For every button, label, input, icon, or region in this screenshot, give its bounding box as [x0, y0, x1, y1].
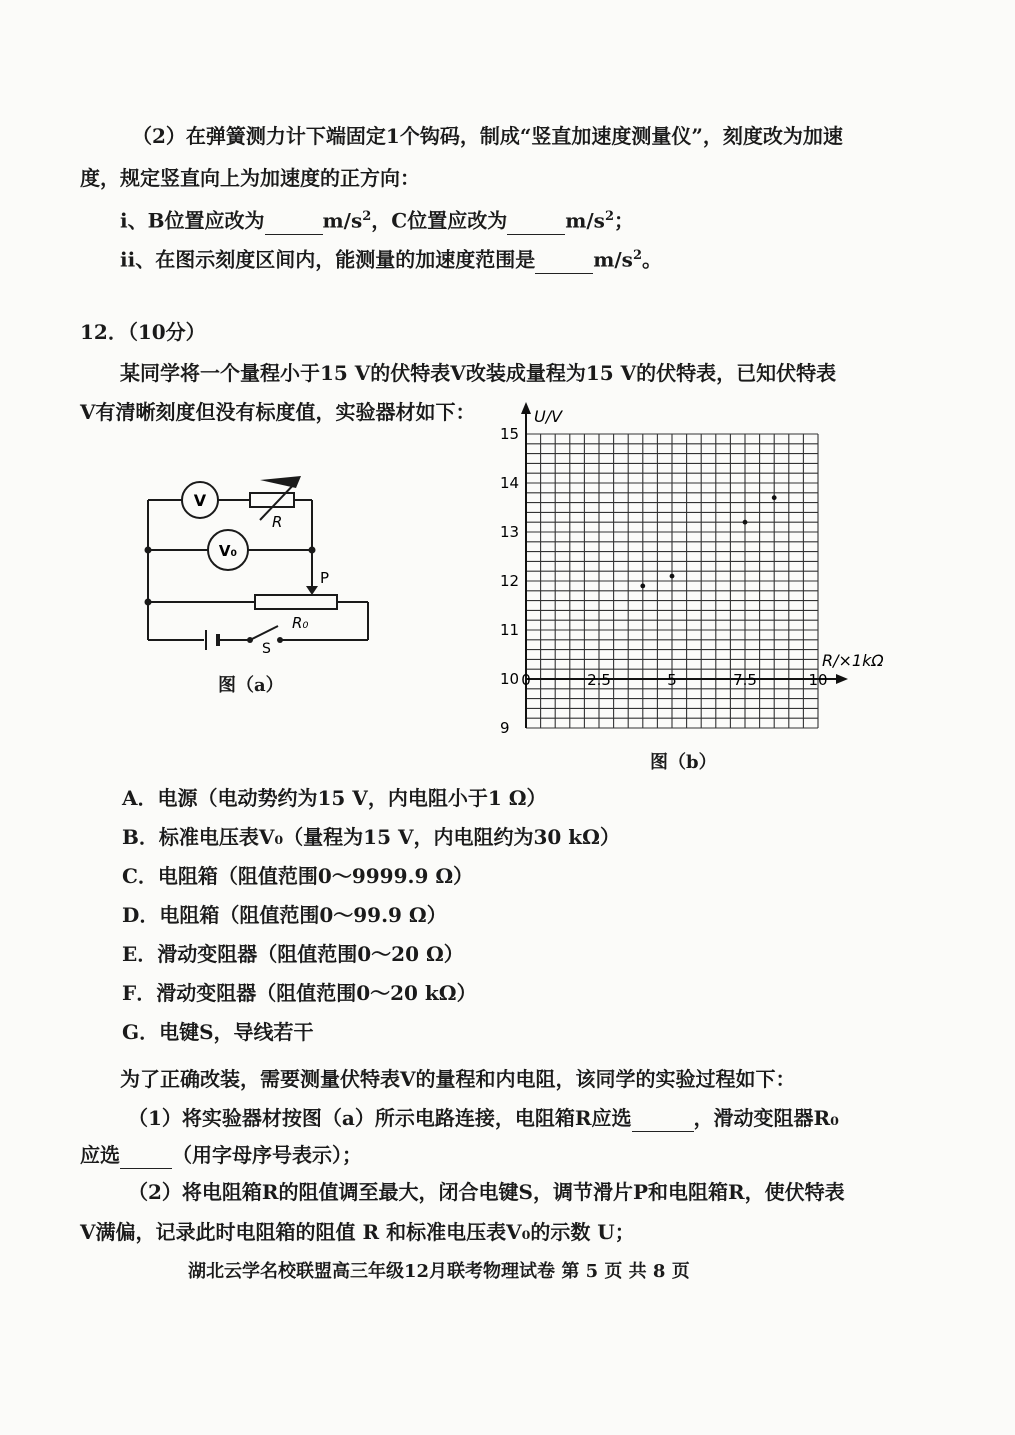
question-12-heading: 12．（10分） [80, 320, 206, 344]
figure-b-caption: 图（b） [650, 752, 717, 773]
equipment-item: B．标准电压表V₀（量程为15 V，内电阻约为30 kΩ） [122, 825, 620, 849]
x-tick-label: 0 [521, 671, 531, 689]
page-footer: 湖北云学名校联盟高三年级12月联考物理试卷 第 5 页 共 8 页 [188, 1261, 690, 1282]
y-axis-label: U/V [534, 407, 563, 426]
equipment-item: A．电源（电动势约为15 V，内电阻小于1 Ω） [122, 786, 547, 810]
data-point [743, 520, 748, 525]
circuit-label-v: V [193, 491, 207, 510]
x-axis-label: R/×1kΩ [822, 651, 884, 670]
equipment-item: D．电阻箱（阻值范围0～99.9 Ω） [122, 903, 447, 927]
circuit-diagram [130, 470, 390, 670]
y-tick-label: 9 [500, 719, 510, 737]
equipment-item: G．电键S，导线若干 [122, 1020, 314, 1044]
y-tick-label: 14 [500, 474, 520, 492]
y-tick-label: 10 [500, 670, 520, 688]
data-point [670, 574, 675, 579]
process-intro: 为了正确改装，需要测量伏特表V的量程和内电阻，该同学的实验过程如下： [120, 1067, 796, 1091]
circuit-label-v0: V₀ [218, 542, 238, 560]
answer-blank[interactable] [265, 214, 323, 235]
part2-line1: （2）在弹簧测力计下端固定1个钩码，制成“竖直加速度测量仪”，刻度改为加速 [132, 124, 843, 148]
slider-p-arrow [306, 586, 318, 595]
x-tick-label: 7.5 [733, 671, 757, 689]
circuit-label-s: S [262, 641, 271, 657]
circuit-label-p: P [320, 569, 330, 587]
part2-item-ii: ii、在图示刻度区间内，能测量的加速度范围是 $m/s^2$。 [120, 247, 662, 272]
circuit-label-r0: R₀ [292, 614, 309, 632]
step-2-line1: （2）将电阻箱R的阻值调至最大，闭合电键S，调节滑片P和电阻箱R，使伏特表 [128, 1180, 845, 1204]
answer-blank[interactable] [120, 1148, 172, 1169]
data-point [640, 584, 645, 589]
x-tick-label: 10 [808, 671, 828, 689]
x-tick-label: 2.5 [587, 671, 611, 689]
equipment-item: F．滑动变阻器（阻值范围0～20 kΩ） [122, 981, 477, 1005]
answer-blank[interactable] [535, 253, 593, 274]
y-tick-label: 12 [500, 572, 520, 590]
x-tick-label: 5 [667, 671, 677, 689]
grid-chart [490, 398, 884, 748]
circuit-label-r: R [272, 513, 283, 531]
data-point [772, 495, 777, 500]
part2-item-i: i、B位置应改为 $m/s^2$，C位置应改为 $m/s^2$； [120, 208, 634, 233]
equipment-item: E．滑动变阻器（阻值范围0～20 Ω） [122, 942, 464, 966]
answer-blank[interactable] [507, 214, 565, 235]
step-1-line2: 应选 （用字母序号表示）； [80, 1143, 362, 1167]
q12-line1: 某同学将一个量程小于15 V的伏特表V改装成量程为15 V的伏特表，已知伏特表 [120, 361, 837, 385]
step-1-line1: （1）将实验器材按图（a）所示电路连接，电阻箱R应选 ，滑动变阻器R₀ [128, 1106, 839, 1130]
figure-a-caption: 图（a） [218, 675, 284, 696]
step-2-line2: V满偏，记录此时电阻箱的阻值 R 和标准电压表V₀的示数 U； [80, 1220, 635, 1244]
part2-line2: 度，规定竖直向上为加速度的正方向： [80, 166, 420, 190]
y-tick-label: 11 [500, 621, 520, 639]
y-tick-label: 15 [500, 425, 520, 443]
y-tick-label: 13 [500, 523, 520, 541]
answer-blank[interactable] [632, 1111, 694, 1132]
q12-line2: V有清晰刻度但没有标度值，实验器材如下： [80, 400, 476, 424]
equipment-item: C．电阻箱（阻值范围0～9999.9 Ω） [122, 864, 474, 888]
